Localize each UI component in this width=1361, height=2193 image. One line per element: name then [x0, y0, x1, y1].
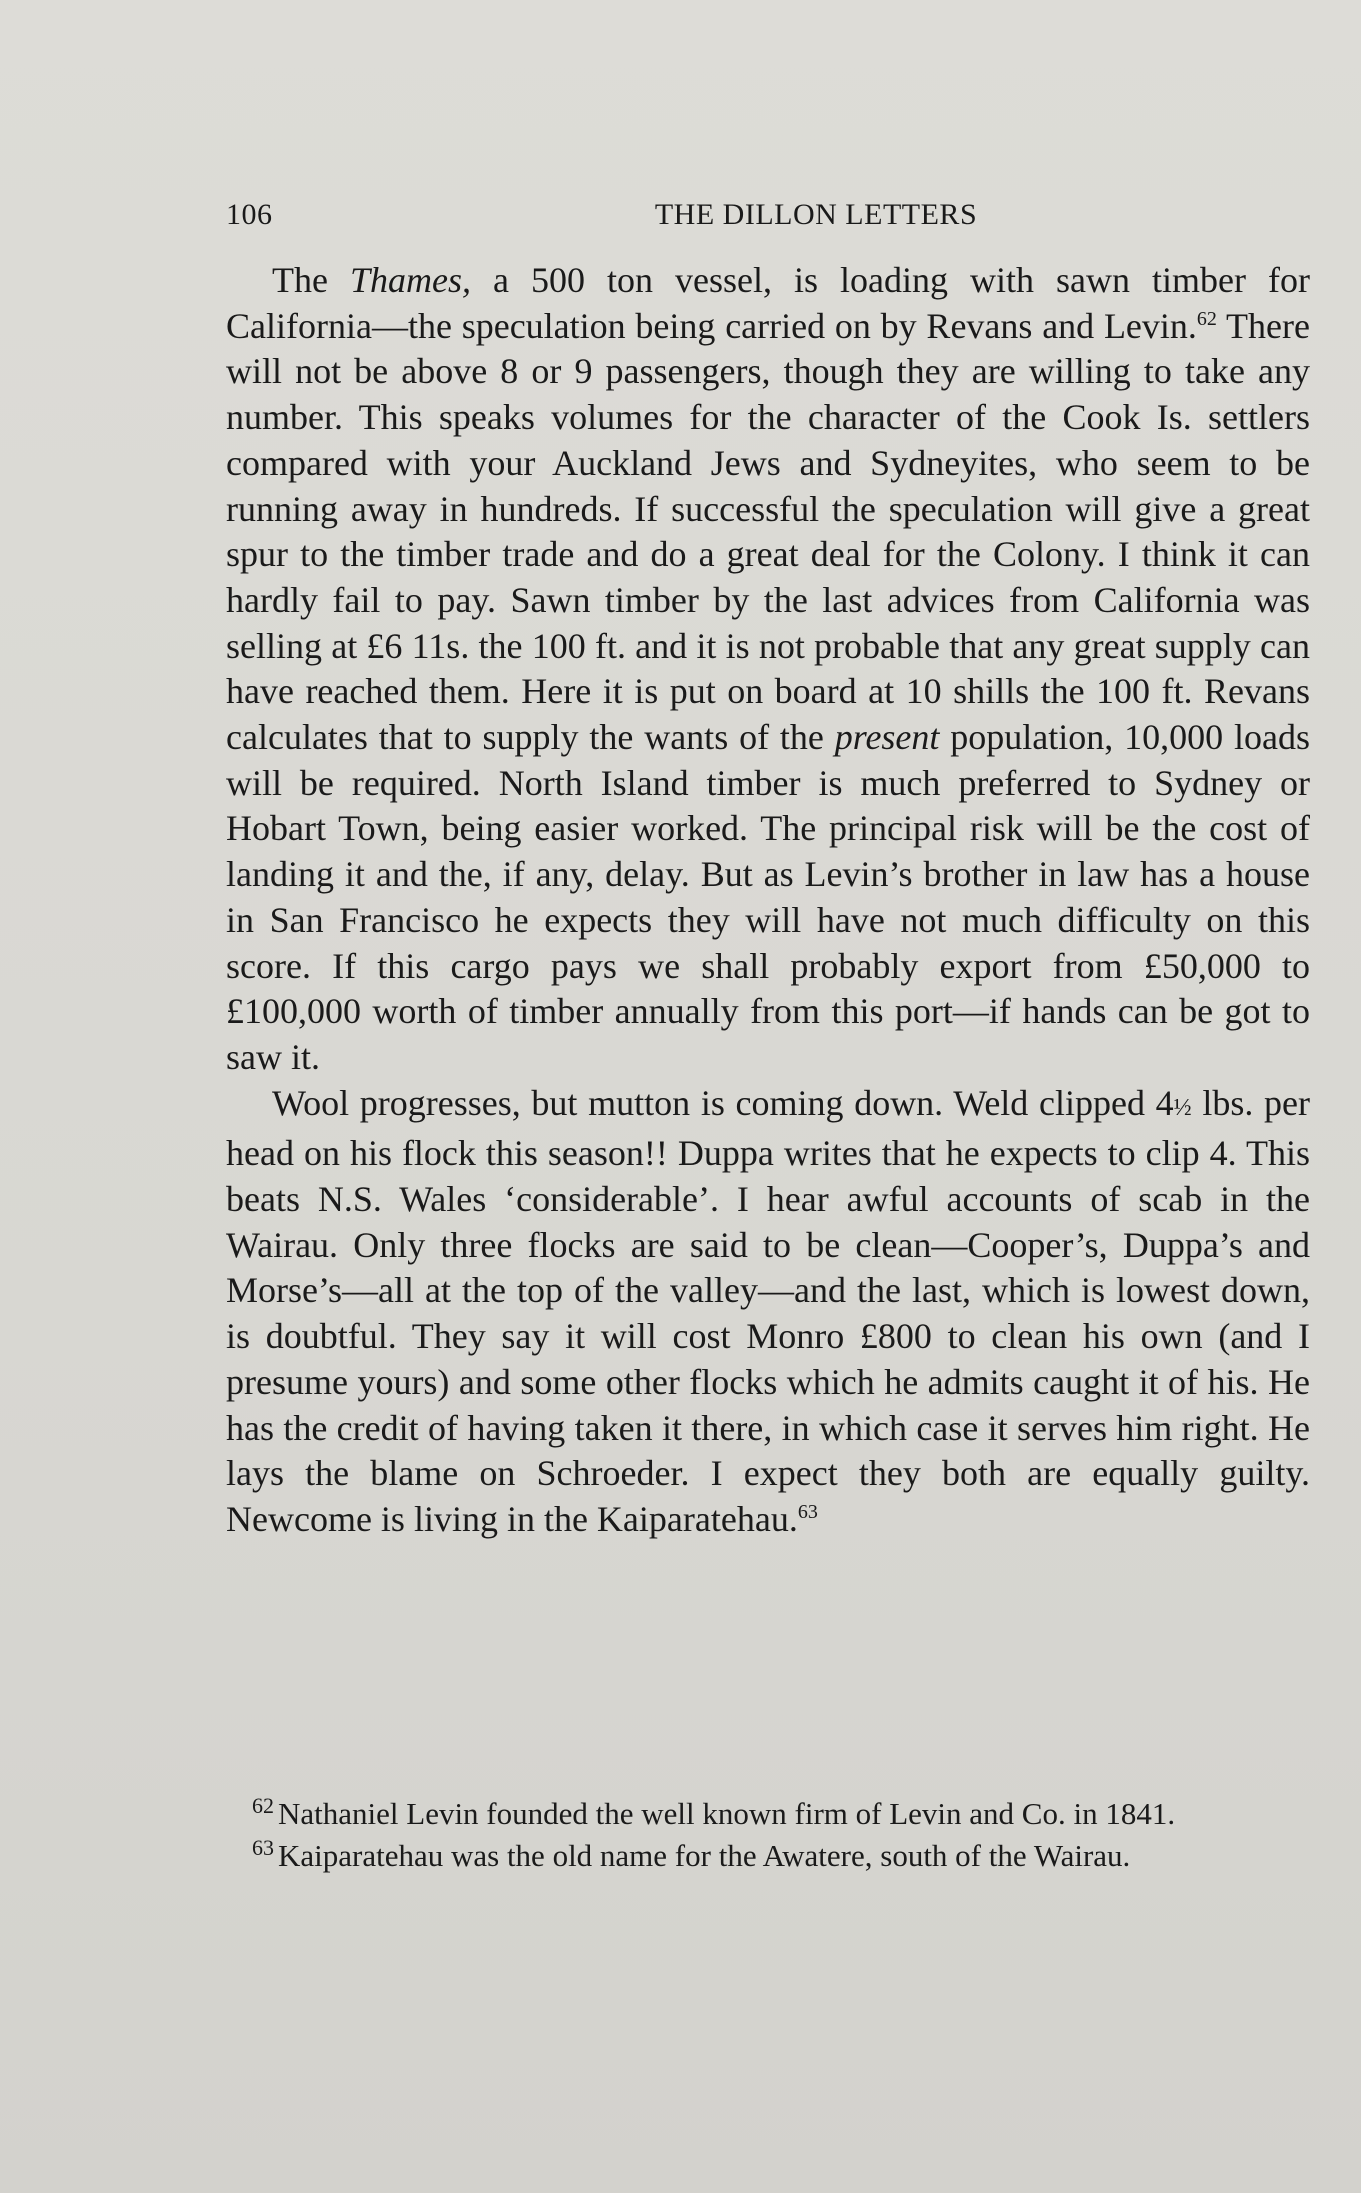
paragraph-1: [226, 258, 1310, 1081]
footnote-62: [222, 1792, 1308, 1833]
text-segment: a 500 ton vessel, is loading with sawn timber for California—the speculation being carried on by Revans and Levin.: [226, 260, 1311, 346]
text-segment: There will not be above 8 or 9 passengers, though they are willing to take any number. This speaks volumes for the character of the Cook Is. settlers compared with your Auckland Jews and Sydneyites, who seem to be running away in hundreds. If successful the speculation will give a great spur to the timber trade and do a great deal for the Colony. I think it can hardly fail to pay. Sawn timber by the last advices from California was selling at £6 11s. the 100 ft. and it is not probable that any great supply can have reached them. Here it is put on board at 10 shills the 100 ft. Revans calculates that to supply the wants of the: [226, 305, 1310, 758]
text-segment: Wool progresses, but mutton is coming down. Weld clipped 4: [272, 1082, 1174, 1123]
italic-ship-name: Thames,: [349, 260, 471, 300]
footnote-text: Kaiparatehau was the old name for the Awatere, south of the Wairau.: [278, 1838, 1131, 1873]
footnotes: [222, 1792, 1308, 1879]
running-head: THE DILLON LETTERS: [654, 198, 978, 231]
paragraph-2: [226, 1081, 1310, 1543]
body-text: [226, 258, 1310, 1543]
page-number: 106: [226, 198, 273, 231]
footnote-marker: 62: [252, 1792, 274, 1818]
text-segment: lbs. per head on his flock this season!! Duppa writes that he expects to clip 4. This beats N.S. Wales ‘considerable’. I hear awful accounts of scab in the Wairau. Only three flocks are said to be clean—Cooper’s, Duppa’s and Morse’s—all at the top of the valley—and the last, which is lowest down, is doubtful. They say it will cost Monro £800 to clean his own (and I presume yours) and some other flocks which he admits caught it of his. He has the credit of having taken it there, in which case it serves him right. He lays the blame on Schroeder. I expect they both are equally guilty. Newcome is living in the Kaiparatehau.: [226, 1082, 1310, 1539]
footnote-ref-63: 63: [797, 1500, 818, 1523]
text-segment: population, 10,000 loads will be required. North Island timber is much preferred to Sydney or Hobart Town, being easier worked. The principal risk will be the cost of landing it and the, if any, delay. But as Levin’s brother in law has a house in San Francisco he expects they will have not much difficulty on this score. If this cargo pays we shall probably export from £50,000 to £100,000 worth of timber annually from this port—if hands can be got to saw it.: [226, 717, 1310, 1077]
footnote-marker: 63: [252, 1834, 274, 1860]
footnote-text: Nathaniel Levin founded the well known firm of Levin and Co. in 1841.: [278, 1796, 1176, 1831]
footnote-ref-62: 62: [1196, 307, 1217, 330]
page-header: [226, 198, 1306, 242]
fraction-half: ½: [1173, 1094, 1192, 1121]
italic-emphasis: present: [834, 717, 940, 758]
footnote-63: [222, 1834, 1308, 1875]
text-segment: The: [272, 260, 350, 300]
